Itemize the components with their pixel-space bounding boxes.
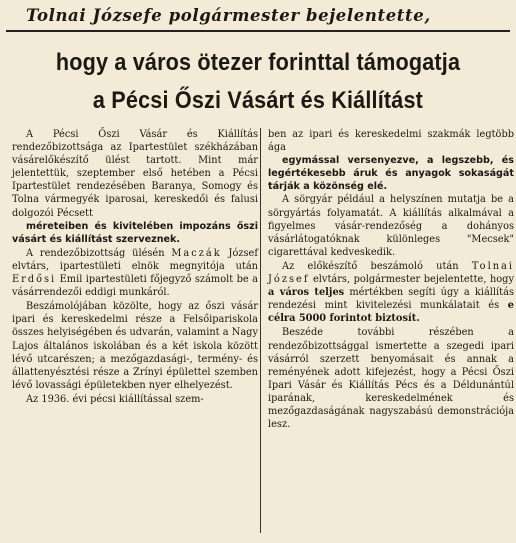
left-p2-name: Maczák	[171, 247, 222, 259]
left-paragraph-2	[12, 247, 258, 299]
right-p2-name: Tolnai József	[268, 260, 514, 286]
left-paragraph-3: Beszámolójában közölte, hogy az őszi vásár ipari és kereskedelmi része a Felsőipariskola összes helyiségében és udvarán, valamint a Nagy Lajos általános iskolában és a két iskola között lévő utcarészen; a mezőgazdasági-, termény- és állattenyésztési része a Zrínyi épülettel szemben lévő lovassági épületekben nyer elhelyezést.	[12, 301, 258, 391]
right-p2-b: elvtárs, polgármester bejelentette, hogy	[313, 274, 514, 286]
right-paragraph-2	[268, 260, 514, 325]
left-p2-b: József elvtárs, ipartestületi elnök megnyitója után	[12, 247, 258, 272]
headline-line-2: a Pécsi Őszi Vásárt és Kiállítást	[92, 87, 424, 114]
right-p2-bold2: e célra 5000 forintot biztosít.	[268, 300, 514, 325]
right-paragraph-3: Beszéde további részében a rendezőbizottsággal ismertette a szegedi ipari vásárról szerzett benyomásait és annak a reményének adott kifejezést, hogy a Pécsi Őszi Ipari Vásár és Kiállítás Pécs és a Déldunántúl iparának, kereskedelmének és mezőgazdaságának nagyszabású demonstrációja lesz.	[268, 327, 514, 431]
kicker-rule	[6, 4, 510, 32]
right-p2-bold1: a város teljes	[268, 287, 345, 299]
article-body	[6, 128, 514, 538]
kicker: Tolnai Józsefe polgármester bejelentette,	[26, 6, 431, 25]
column-divider	[260, 128, 261, 533]
left-p2-c: Emil ipartestületi főjegyző számolt be a vásárrendezői eddigi munkáról.	[12, 274, 258, 299]
right-paragraph-1a: ben az ipari és kereskedelmi szakmák legtöbb ága	[268, 129, 514, 154]
right-p2-a: Az előkészítő beszámoló után	[282, 260, 459, 272]
left-p2-a: A rendezőbizottság ülésén	[26, 247, 165, 259]
right-p2-c: mértékben segíti úgy a kiállítás rendezési mint kivitelezési munkálatait és	[268, 287, 514, 312]
headline	[26, 44, 490, 120]
left-p2-name2: Erdősi	[12, 274, 57, 286]
left-paragraph-1: A Pécsi Őszi Vásár és Kiállítás rendezőbizottsága az Ipartestület székházában vásárelőkészítő ülést tartott. Mint már jelentettük, szeptember első hetében a Pécsi Ipartestület rendezésében Baranya, Somogy és Tolna vármegyék iparosai, kereskedői és falusi dolgozói Pécsett	[12, 129, 258, 219]
left-paragraph-4: Az 1936. évi pécsi kiállítással szem-	[26, 393, 204, 405]
headline-line-1: hogy a város ötezer forinttal támogatja	[55, 49, 461, 76]
left-column	[12, 128, 258, 406]
left-bold-statement: méreteiben és kivitelében impozáns őszi vásárt és kiállítást szerveznek.	[12, 220, 258, 245]
right-paragraph-1b: A sörgyár például a helyszínen mutatja be a sörgyártás folyamatát. A kiállítás alkalmával a figyelmes vásár-rendezőség a dohányos vásárlátogatóknak különleges "Mecsek" cigarettával kedveskedik.	[268, 194, 514, 258]
right-bold-statement: egymással versenyezve, a legszebb, és legértékesebb áruk és anyagok sokaságát tárják a közönség elé.	[268, 155, 514, 193]
right-column	[268, 128, 514, 431]
